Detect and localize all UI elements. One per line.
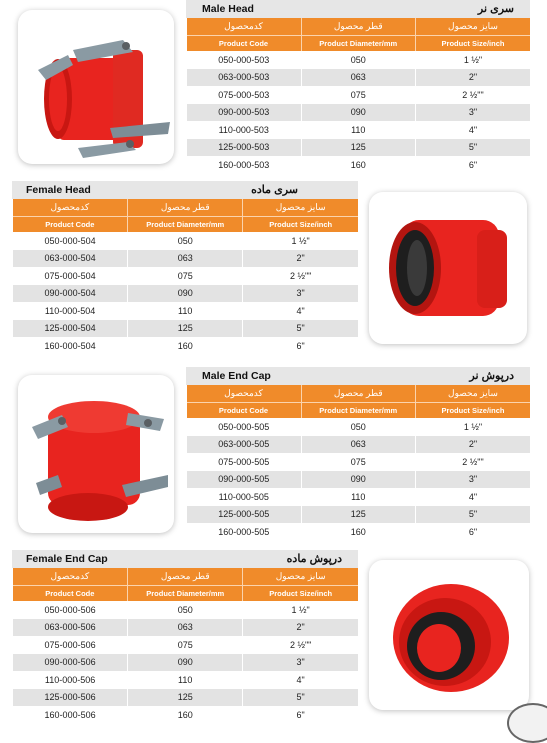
product-code: 090-000-504 bbox=[13, 285, 128, 303]
table-row bbox=[187, 86, 531, 104]
col-diameter-fa: قطر محصول bbox=[301, 18, 416, 36]
product-code: 063-000-504 bbox=[13, 250, 128, 268]
product-code: 075-000-505 bbox=[187, 453, 302, 471]
male-head-photo bbox=[18, 10, 174, 164]
product-code: 125-000-503 bbox=[187, 139, 302, 157]
female-head-section bbox=[12, 181, 358, 355]
product-size: 3" bbox=[416, 471, 531, 489]
corner-decoration bbox=[507, 703, 547, 743]
product-size: 4" bbox=[416, 121, 531, 139]
product-size: 6" bbox=[243, 706, 358, 724]
product-code: 063-000-506 bbox=[13, 619, 128, 637]
section-title-en: Female End Cap bbox=[26, 553, 108, 565]
product-code: 110-000-504 bbox=[13, 302, 128, 320]
col-size-en: Product Size/inch bbox=[243, 586, 358, 602]
col-code-fa: کدمحصول bbox=[187, 385, 302, 403]
section-title-en: Male End Cap bbox=[202, 370, 271, 382]
product-size: 4" bbox=[416, 488, 531, 506]
section-title-fa: درپوش نر bbox=[469, 370, 514, 382]
product-diameter: 160 bbox=[128, 337, 243, 355]
table-row bbox=[13, 706, 359, 724]
product-code: 110-000-503 bbox=[187, 121, 302, 139]
product-size: 1 ½" bbox=[416, 51, 531, 69]
table-row bbox=[187, 69, 531, 87]
table-row bbox=[187, 418, 531, 436]
product-code: 063-000-503 bbox=[187, 69, 302, 87]
male-end-cap-photo bbox=[18, 375, 174, 533]
product-size: 2 ½"" bbox=[416, 453, 531, 471]
product-size: 3" bbox=[416, 104, 531, 122]
col-diameter-en: Product Diameter/mm bbox=[128, 217, 243, 233]
product-size: 3" bbox=[243, 285, 358, 303]
product-diameter: 075 bbox=[128, 636, 243, 654]
product-diameter: 160 bbox=[301, 156, 416, 174]
col-size-en: Product Size/inch bbox=[243, 217, 358, 233]
col-code-fa: کدمحصول bbox=[187, 18, 302, 36]
col-size-en: Product Size/inch bbox=[416, 403, 531, 419]
product-code: 090-000-506 bbox=[13, 654, 128, 672]
col-code-en: Product Code bbox=[187, 403, 302, 419]
product-code: 160-000-506 bbox=[13, 706, 128, 724]
product-size: 2 ½"" bbox=[416, 86, 531, 104]
product-code: 090-000-505 bbox=[187, 471, 302, 489]
col-size-fa: سایز محصول bbox=[416, 18, 531, 36]
product-size: 4" bbox=[243, 302, 358, 320]
table-row bbox=[13, 267, 359, 285]
table-row bbox=[13, 689, 359, 707]
product-diameter: 090 bbox=[301, 471, 416, 489]
male-head-title-bar bbox=[186, 0, 530, 18]
female-head-title-bar bbox=[12, 181, 358, 199]
product-code: 075-000-504 bbox=[13, 267, 128, 285]
product-diameter: 090 bbox=[128, 654, 243, 672]
col-size-en: Product Size/inch bbox=[416, 36, 531, 52]
table-row bbox=[13, 654, 359, 672]
product-diameter: 063 bbox=[301, 436, 416, 454]
male-end-cap-title-bar bbox=[186, 367, 530, 385]
table-row bbox=[187, 121, 531, 139]
female-head-table bbox=[12, 199, 358, 355]
product-size: 3" bbox=[243, 654, 358, 672]
product-diameter: 075 bbox=[301, 453, 416, 471]
male-end-cap-image bbox=[18, 375, 174, 533]
section-title-fa: درپوش ماده bbox=[286, 553, 342, 565]
table-row bbox=[13, 671, 359, 689]
product-size: 2 ½"" bbox=[243, 267, 358, 285]
product-code: 075-000-503 bbox=[187, 86, 302, 104]
product-size: 2" bbox=[243, 250, 358, 268]
product-size: 1 ½" bbox=[243, 601, 358, 619]
male-head-coupling-image bbox=[18, 10, 174, 164]
female-end-cap-table bbox=[12, 568, 358, 724]
product-code: 125-000-504 bbox=[13, 320, 128, 338]
male-head-section bbox=[186, 0, 530, 174]
table-row bbox=[13, 302, 359, 320]
product-diameter: 050 bbox=[301, 418, 416, 436]
product-size: 5" bbox=[416, 506, 531, 524]
table-row bbox=[13, 619, 359, 637]
section-title-en: Male Head bbox=[202, 3, 254, 15]
product-diameter: 090 bbox=[128, 285, 243, 303]
product-code: 050-000-506 bbox=[13, 601, 128, 619]
product-diameter: 050 bbox=[301, 51, 416, 69]
product-diameter: 050 bbox=[128, 232, 243, 250]
product-code: 160-000-505 bbox=[187, 523, 302, 541]
product-diameter: 125 bbox=[128, 320, 243, 338]
col-diameter-fa: قطر محصول bbox=[128, 568, 243, 586]
table-row bbox=[13, 337, 359, 355]
product-diameter: 110 bbox=[301, 121, 416, 139]
product-code: 160-000-504 bbox=[13, 337, 128, 355]
col-code-fa: کدمحصول bbox=[13, 199, 128, 217]
table-row bbox=[187, 51, 531, 69]
section-title-fa: سری ماده bbox=[251, 184, 298, 196]
product-size: 6" bbox=[416, 156, 531, 174]
product-diameter: 063 bbox=[128, 619, 243, 637]
product-code: 050-000-505 bbox=[187, 418, 302, 436]
product-code: 110-000-506 bbox=[13, 671, 128, 689]
col-size-fa: سایز محصول bbox=[243, 568, 358, 586]
female-head-photo bbox=[369, 192, 527, 344]
table-row bbox=[187, 506, 531, 524]
col-diameter-en: Product Diameter/mm bbox=[301, 36, 416, 52]
table-row bbox=[13, 636, 359, 654]
product-diameter: 160 bbox=[301, 523, 416, 541]
product-diameter: 110 bbox=[301, 488, 416, 506]
product-diameter: 110 bbox=[128, 671, 243, 689]
col-code-en: Product Code bbox=[13, 586, 128, 602]
product-diameter: 110 bbox=[128, 302, 243, 320]
female-end-cap-photo bbox=[369, 560, 529, 710]
table-row bbox=[187, 523, 531, 541]
product-size: 5" bbox=[243, 689, 358, 707]
product-code: 050-000-503 bbox=[187, 51, 302, 69]
product-size: 2" bbox=[416, 69, 531, 87]
table-row bbox=[187, 488, 531, 506]
product-size: 1 ½" bbox=[243, 232, 358, 250]
female-end-cap-section bbox=[12, 550, 358, 724]
product-code: 050-000-504 bbox=[13, 232, 128, 250]
product-diameter: 050 bbox=[128, 601, 243, 619]
product-code: 090-000-503 bbox=[187, 104, 302, 122]
table-row bbox=[13, 232, 359, 250]
col-diameter-fa: قطر محصول bbox=[128, 199, 243, 217]
col-size-fa: سایز محصول bbox=[416, 385, 531, 403]
product-size: 6" bbox=[416, 523, 531, 541]
female-end-cap-title-bar bbox=[12, 550, 358, 568]
table-row bbox=[187, 156, 531, 174]
table-row bbox=[13, 250, 359, 268]
product-diameter: 125 bbox=[301, 506, 416, 524]
section-title-en: Female Head bbox=[26, 184, 91, 196]
table-row bbox=[187, 104, 531, 122]
product-diameter: 063 bbox=[128, 250, 243, 268]
product-code: 125-000-505 bbox=[187, 506, 302, 524]
col-size-fa: سایز محصول bbox=[243, 199, 358, 217]
table-row bbox=[13, 285, 359, 303]
product-diameter: 160 bbox=[128, 706, 243, 724]
table-row bbox=[187, 471, 531, 489]
section-title-fa: سری نر bbox=[477, 3, 514, 15]
male-end-cap-section bbox=[186, 367, 530, 541]
table-row bbox=[13, 601, 359, 619]
product-code: 075-000-506 bbox=[13, 636, 128, 654]
male-end-cap-table bbox=[186, 385, 530, 541]
table-row bbox=[13, 320, 359, 338]
col-diameter-fa: قطر محصول bbox=[301, 385, 416, 403]
product-diameter: 125 bbox=[128, 689, 243, 707]
product-diameter: 090 bbox=[301, 104, 416, 122]
female-head-coupling-image bbox=[369, 192, 527, 344]
product-code: 110-000-505 bbox=[187, 488, 302, 506]
product-size: 5" bbox=[243, 320, 358, 338]
product-code: 125-000-506 bbox=[13, 689, 128, 707]
col-diameter-en: Product Diameter/mm bbox=[128, 586, 243, 602]
col-code-fa: کدمحصول bbox=[13, 568, 128, 586]
product-diameter: 075 bbox=[128, 267, 243, 285]
col-code-en: Product Code bbox=[187, 36, 302, 52]
table-row bbox=[187, 139, 531, 157]
product-diameter: 125 bbox=[301, 139, 416, 157]
product-size: 4" bbox=[243, 671, 358, 689]
product-size: 2 ½"" bbox=[243, 636, 358, 654]
col-code-en: Product Code bbox=[13, 217, 128, 233]
product-size: 2" bbox=[416, 436, 531, 454]
product-code: 160-000-503 bbox=[187, 156, 302, 174]
male-head-table bbox=[186, 18, 530, 174]
product-size: 2" bbox=[243, 619, 358, 637]
product-diameter: 063 bbox=[301, 69, 416, 87]
product-size: 5" bbox=[416, 139, 531, 157]
female-end-cap-image bbox=[369, 560, 529, 710]
product-size: 1 ½" bbox=[416, 418, 531, 436]
product-size: 6" bbox=[243, 337, 358, 355]
product-diameter: 075 bbox=[301, 86, 416, 104]
col-diameter-en: Product Diameter/mm bbox=[301, 403, 416, 419]
table-row bbox=[187, 436, 531, 454]
table-row bbox=[187, 453, 531, 471]
product-code: 063-000-505 bbox=[187, 436, 302, 454]
